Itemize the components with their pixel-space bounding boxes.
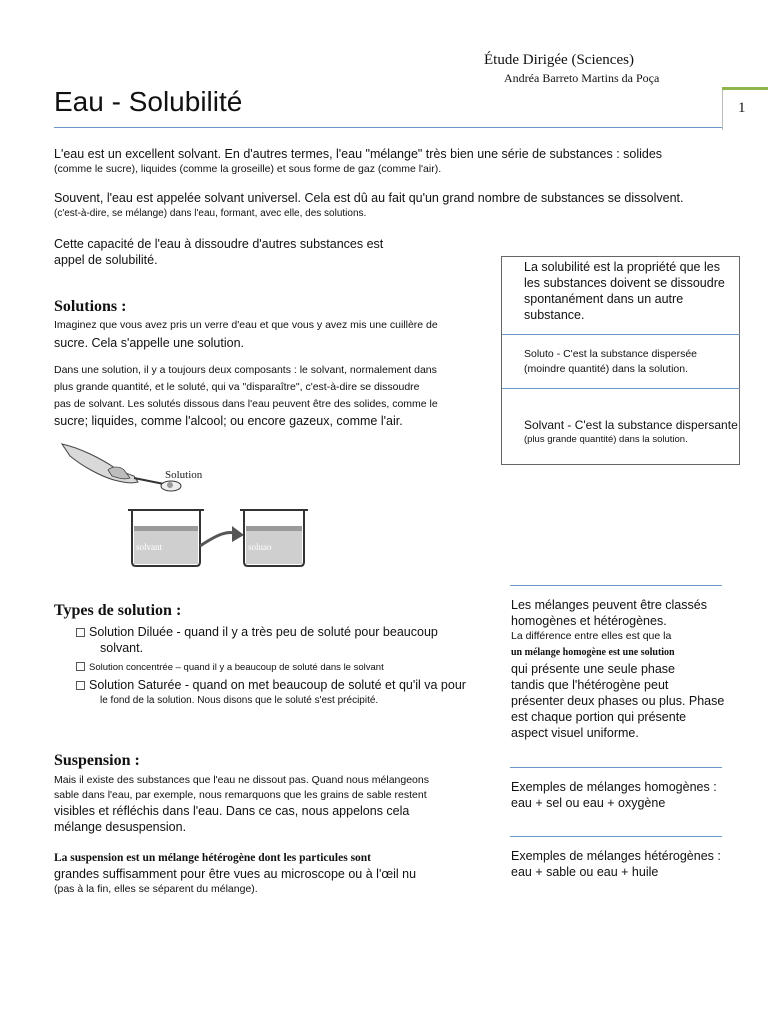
solutions-line5: pas de solvant. Les solutés dissous dans l'eau peuvent être des solides, comme le [54,398,438,410]
intro-p1-line2: (comme le sucre), liquides (comme la groseille) et sous forme de gaz (comme l'air). [54,163,442,175]
mix-line4: un mélange homogène est une solution [511,647,675,658]
label-result: soluao [248,542,272,552]
intro-p2-line2: (c'est-à-dire, se mélange) dans l'eau, formant, avec elle, des solutions. [54,208,367,219]
type-concentree: Solution concentrée – quand il y a beaucoup de soluté dans le solvant [89,662,384,673]
soluto-line1: Soluto - C'est la substance dispersée [524,348,698,360]
types-heading: Types de solution : [54,602,182,619]
mix-line3: La différence entre elles est que la [511,630,672,642]
checkbox-bullet-icon [76,662,85,671]
homog-examples: eau + sel ou eau + oxygène [511,796,666,810]
suspension-line3: visibles et réfléchis dans l'eau. Dans ce cas, nous appelons cela [54,804,410,818]
mix-line8: est chaque portion qui présente [511,710,687,724]
heterog-examples-title: Exemples de mélanges hétérogènes : [511,849,721,863]
def-line2: les substances doivent se dissoudre [524,276,725,290]
solutions-line3: Dans une solution, il y a toujours deux composants : le solvant, normalement dans [54,364,437,376]
label-solution: Solution [165,469,203,481]
box-divider-2 [502,388,740,389]
page-title: Eau - Solubilité [54,86,243,117]
mix-line9: aspect visuel uniforme. [511,726,639,740]
intro-p1-line1: L'eau est un excellent solvant. En d'autres termes, l'eau "mélange" très bien une série de substances : solides [54,147,663,161]
solutions-line1: Imaginez que vous avez pris un verre d'eau et que vous y avez mis une cuillère de [54,319,438,331]
type-diluee-line1: Solution Diluée - quand il y a très peu de soluté pour beaucoup [89,625,438,639]
label-solvant: solvant [136,542,162,552]
mix-line2: homogènes et hétérogènes. [511,614,667,628]
soluto-line2: (moindre quantité) dans la solution. [524,363,689,375]
solutions-line6: sucre; liquides, comme l'alcool; ou encore gazeux, comme l'air. [54,414,403,428]
notes-rule-2 [510,767,722,768]
checkbox-bullet-icon [76,628,85,637]
homog-examples-title: Exemples de mélanges homogènes : [511,780,717,794]
suspension-line7: (pas à la fin, elles se séparent du mélange). [54,883,258,895]
definition-box [501,256,740,465]
notes-rule-3 [510,836,722,837]
dissolution-illustration [60,438,320,573]
dissolution-drawing [60,438,320,573]
solvant-line2: (plus grande quantité) dans la solution. [524,434,688,445]
type-diluee-line2: solvant. [100,641,144,655]
solutions-line2: sucre. Cela s'appelle une solution. [54,336,245,350]
mix-line1: Les mélanges peuvent être classés [511,598,707,612]
solvant-line1: Solvant - C'est la substance dispersante [524,418,738,432]
mix-line7: présenter deux phases ou plus. Phase [511,694,725,708]
page-number-divider [722,90,723,130]
solutions-line4: plus grande quantité, et le soluté, qui va "disparaître", c'est-à-dire se dissoudre [54,381,420,393]
type-saturee-line1: Solution Saturée - quand on met beaucoup de soluté et qu'il va pour [89,678,466,692]
def-line3: spontanément dans un autre [524,292,684,306]
def-line1: La solubilité est la propriété que les [524,260,720,274]
intro-p3-line1: Cette capacité de l'eau à dissoudre d'autres substances est [54,237,384,251]
notes-rule-1 [510,585,722,586]
suspension-line4: mélange desuspension. [54,820,187,834]
suspension-line2: sable dans l'eau, par exemple, nous remarquons que les grains de sable restent [54,789,427,801]
suspension-line5: La suspension est un mélange hétérogène dont les particules sont [54,852,372,864]
intro-p3-line2: appel de solubilité. [54,253,158,267]
checkbox-bullet-icon [76,681,85,690]
page-accent-bar [722,87,768,90]
mix-line6: tandis que l'hétérogène peut [511,678,669,692]
solutions-heading: Solutions : [54,298,127,315]
suspension-line6: grandes suffisamment pour être vues au microscope ou à l'œil nu [54,867,417,881]
page-number: 1 [738,100,746,116]
mix-line5: qui présente une seule phase [511,662,676,676]
type-saturee-line2: le fond de la solution. Nous disons que le soluté s'est précipité. [100,695,379,706]
title-underline [54,127,722,128]
def-line4: substance. [524,308,585,322]
intro-p2-line1: Souvent, l'eau est appelée solvant universel. Cela est dû au fait qu'un grand nombre de substances se dissolvent. [54,191,684,205]
box-divider-1 [502,334,740,335]
course-title: Étude Dirigée (Sciences) [484,52,634,68]
suspension-line1: Mais il existe des substances que l'eau ne dissout pas. Quand nous mélangeons [54,774,429,786]
heterog-examples: eau + sable ou eau + huile [511,865,659,879]
author-name: Andréa Barreto Martins da Poça [504,71,660,85]
suspension-heading: Suspension : [54,752,140,769]
